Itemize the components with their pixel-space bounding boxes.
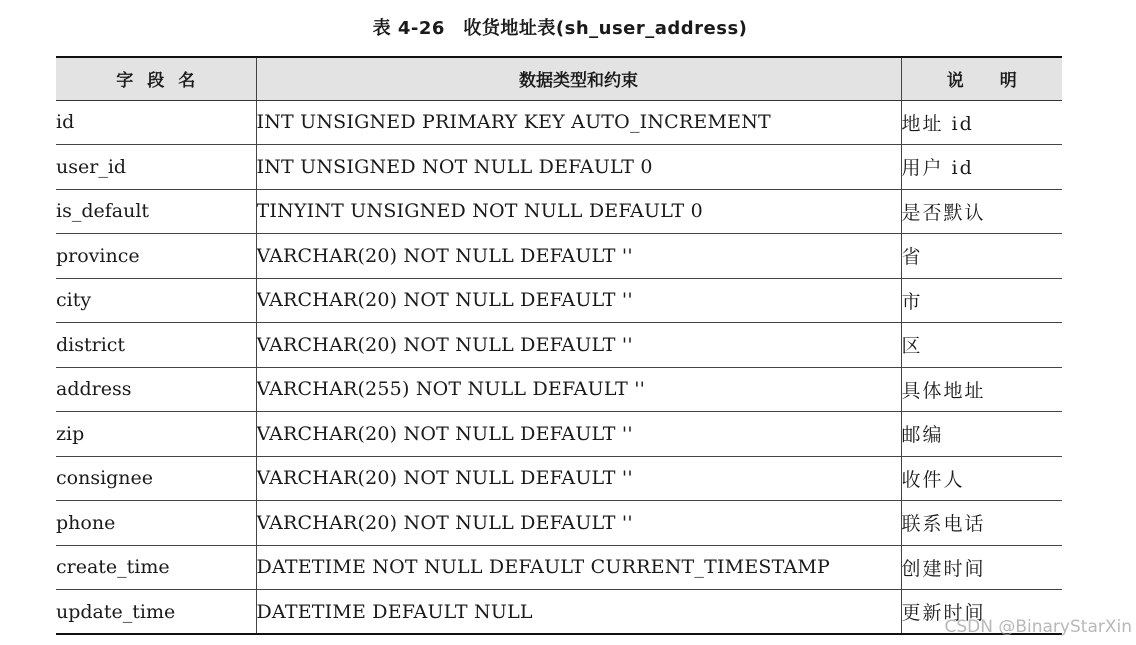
field-name-cell: create_time	[56, 545, 256, 590]
header-field-name: 字段名	[56, 57, 256, 100]
table-row	[56, 590, 1062, 635]
data-type-cell: TINYINT UNSIGNED NOT NULL DEFAULT 0	[256, 189, 901, 234]
header-data-type: 数据类型和约束	[256, 57, 901, 100]
field-name-cell: is_default	[56, 189, 256, 234]
data-type-cell: INT UNSIGNED PRIMARY KEY AUTO_INCREMENT	[256, 100, 901, 145]
table-row	[56, 412, 1062, 457]
field-name-cell: consignee	[56, 456, 256, 501]
field-name-cell: province	[56, 234, 256, 279]
header-description: 说明	[901, 57, 1062, 100]
field-name-cell: city	[56, 278, 256, 323]
table-row	[56, 367, 1062, 412]
description-cell: 市	[901, 278, 1062, 323]
data-type-cell: INT UNSIGNED NOT NULL DEFAULT 0	[256, 145, 901, 190]
description-cell: 收件人	[901, 456, 1062, 501]
table-row	[56, 545, 1062, 590]
table-row	[56, 234, 1062, 279]
data-type-cell: DATETIME DEFAULT NULL	[256, 590, 901, 635]
table-row	[56, 189, 1062, 234]
data-type-cell: VARCHAR(20) NOT NULL DEFAULT ''	[256, 323, 901, 368]
description-cell: 邮编	[901, 412, 1062, 457]
data-type-cell: VARCHAR(20) NOT NULL DEFAULT ''	[256, 278, 901, 323]
description-cell: 联系电话	[901, 501, 1062, 546]
data-type-cell: VARCHAR(20) NOT NULL DEFAULT ''	[256, 501, 901, 546]
watermark-text: CSDN @BinaryStarXin	[944, 617, 1132, 637]
field-name-cell: district	[56, 323, 256, 368]
data-type-cell: DATETIME NOT NULL DEFAULT CURRENT_TIMESTAMP	[256, 545, 901, 590]
description-cell: 创建时间	[901, 545, 1062, 590]
description-cell: 更新时间	[901, 590, 1062, 635]
description-cell: 区	[901, 323, 1062, 368]
table-row	[56, 323, 1062, 368]
description-cell: 用户 id	[901, 145, 1062, 190]
description-cell: 具体地址	[901, 367, 1062, 412]
table-caption: 表 4-26 收货地址表(sh_user_address)	[372, 18, 748, 39]
description-cell: 地址 id	[901, 100, 1062, 145]
table-row	[56, 278, 1062, 323]
description-cell: 是否默认	[901, 189, 1062, 234]
data-type-cell: VARCHAR(20) NOT NULL DEFAULT ''	[256, 456, 901, 501]
field-name-cell: user_id	[56, 145, 256, 190]
field-name-cell: update_time	[56, 590, 256, 635]
field-name-cell: zip	[56, 412, 256, 457]
data-type-cell: VARCHAR(255) NOT NULL DEFAULT ''	[256, 367, 901, 412]
field-name-cell: id	[56, 100, 256, 145]
field-spec-table	[56, 56, 1062, 635]
table-row	[56, 145, 1062, 190]
table-header-row	[56, 57, 1062, 100]
table-row	[56, 100, 1062, 145]
data-type-cell: VARCHAR(20) NOT NULL DEFAULT ''	[256, 412, 901, 457]
field-name-cell: address	[56, 367, 256, 412]
data-type-cell: VARCHAR(20) NOT NULL DEFAULT ''	[256, 234, 901, 279]
description-cell: 省	[901, 234, 1062, 279]
table-row	[56, 456, 1062, 501]
table-row	[56, 501, 1062, 546]
field-name-cell: phone	[56, 501, 256, 546]
